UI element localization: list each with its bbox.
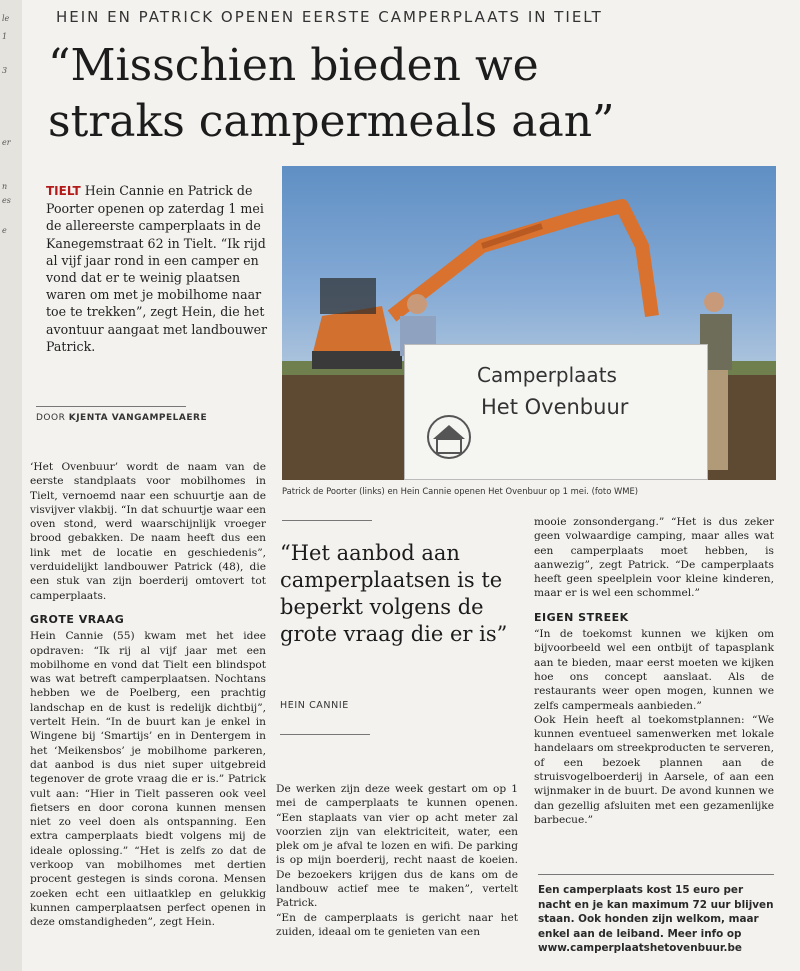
edge-fragment: es — [2, 196, 11, 205]
edge-fragment: 1 — [2, 32, 8, 41]
campsite-banner — [404, 344, 708, 480]
byline — [36, 412, 216, 425]
body-paragraph: ‘Het Ovenbuur’ wordt de naam van de eerste standplaats voor mobilhomes in Tielt, vernoemd naar een schuurtje aan de visvijver vlakbij. “In dat schuurtje waar een oven stond, werd waarschijnlijk vroeger brood gebakken. De naam heeft dus een link met de locatie en geschiedenis”, verduidelijkt landbouwer Patrick (48), die een stuk van zijn boerderij omtovert tot camperplaats. — [30, 461, 266, 602]
column-1 — [30, 460, 266, 930]
byline-rule — [36, 406, 186, 407]
pull-quote-attribution: HEIN CANNIE — [280, 700, 349, 711]
byline-name: KJENTA VANGAMPELAERE — [68, 413, 208, 423]
photo-caption: Patrick de Poorter (links) en Hein Cannie openen Het Ovenbuur op 1 mei. (foto WME) — [282, 486, 639, 496]
edge-fragment: 3 — [2, 66, 8, 75]
column-2 — [276, 782, 518, 939]
subhead-grote-vraag: GROTE VRAAG — [30, 612, 125, 626]
edge-fragment: le — [2, 14, 10, 23]
info-text: Een camperplaats kost 15 euro per nacht en je kan maximum 72 uur blijven staan. Ook honden zijn welkom, maar enkel aan de leiband. Meer info op www.camperplaatshetovenbuur.be — [538, 884, 774, 954]
edge-fragment: e — [2, 226, 7, 235]
headline-line: “Misschien bieden we — [48, 40, 539, 91]
headline-line: straks campermeals aan” — [48, 96, 615, 147]
adjacent-page-edge — [0, 0, 22, 971]
quote-rule-top — [282, 520, 372, 521]
house-logo-icon — [423, 415, 475, 459]
body-paragraph: Hein Cannie (55) kwam met het idee opdraven: “Ik rij al vijf jaar met een mobilhome en vond dat Tielt een blindspot was wat betreft camperplaatsen. Nochtans hebben we de Poelberg, een prachtig landschap en de kust is redelijk dichtbij”, vertelt Hein. “In de buurt kan je enkel in Wingene bij ‘Smartijs’ en in Dentergem in het ‘Meikensbos’ je mobilhome parkeren, dat aanbod is dus niet super uitgebreid tegenover de grote vraag die er is.” Patrick vult aan: “Hier in Tielt passeren ook veel fietsers en door corona kunnen mensen niet zo veel doen als ontspanning. Een extra camperplaats biedt volgens mij de ideale oplossing.” “Het is zelfs zo dat de verkoop van mobilhomes met dertien procent gestegen is sinds corona. Mensen zoeken echt een uitlaatklep en gelukkig kunnen camperplaatsen perfect openen in deze omstandigheden”, zegt Hein. — [30, 630, 266, 929]
info-rule — [538, 874, 774, 875]
edge-fragment: n — [2, 182, 8, 191]
quote-rule-bottom — [280, 734, 370, 735]
banner-line2: Het Ovenbuur — [481, 395, 629, 419]
lead-place: TIELT — [46, 184, 81, 198]
column-3 — [534, 515, 774, 827]
banner-line1: Camperplaats — [477, 363, 617, 387]
body-paragraph: “En de camperplaats is gericht naar het zuiden, ideaal om te genieten van een — [276, 911, 518, 938]
article-photo — [282, 166, 776, 480]
body-paragraph: mooie zonsondergang.” “Het is dus zeker geen volwaardige camping, maar alles wat een camperplaats moet hebben, is aanwezig”, zegt Patrick. “De camperplaats heeft geen speelplein voor kleine kinderen, maar er is wel een schommel.” — [534, 516, 774, 600]
byline-prefix: DOOR — [36, 413, 66, 423]
pull-quote: “Het aanbod aan camperplaatsen is te beperkt volgens de grote vraag die er is” — [280, 541, 508, 646]
subhead-eigen-streek: EIGEN STREEK — [534, 610, 629, 624]
article-headline — [48, 38, 778, 150]
article-kicker: HEIN EN PATRICK OPENEN EERSTE CAMPERPLAATS IN TIELT — [56, 8, 603, 26]
lead-text: Hein Cannie en Patrick de Poorter openen op zaterdag 1 mei de allereerste camperplaats in de Kanegemstraat 62 in Tielt. “Ik rijd al vijf jaar rond in een camper en vond dat er te weinig plaatsen waren om met je mobilhome naar toe te trekken”, zegt Hein, die het avontuur aangaat met landbouwer Patrick. — [46, 183, 268, 354]
body-paragraph: Ook Hein heeft al toekomstplannen: “We kunnen eventueel samenwerken met lokale handelaars om streekproducten te serveren, of een bezoek plannen aan de struisvogelboerderij in Aarsele, of aan een wijnmaker in de buurt. De avond kunnen we dan gezellig afsluiten met een gezamenlijke barbecue.” — [534, 713, 774, 826]
article-lead — [46, 182, 278, 355]
body-paragraph: De werken zijn deze week gestart om op 1 mei de camperplaats te kunnen openen. “Een staplaats van vier op acht meter zal voorzien zijn van elektriciteit, water, een plek om je afval te lozen en wifi. De parking is op mijn boerderij, recht naast de koeien. De bezoekers krijgen dus de kans om de landbouw actief mee te maken”, vertelt Patrick. — [276, 783, 518, 910]
edge-fragment: er — [2, 138, 11, 147]
body-paragraph: “In de toekomst kunnen we kijken om bijvoorbeeld wel een ontbijt of tapasplank aan te bieden, maar eerst moeten we kijken hoe ons concept aanslaat. Als de restaurants weer open mogen, kunnen we zelfs campermeals aanbieden.” — [534, 628, 774, 712]
info-box — [538, 883, 776, 956]
